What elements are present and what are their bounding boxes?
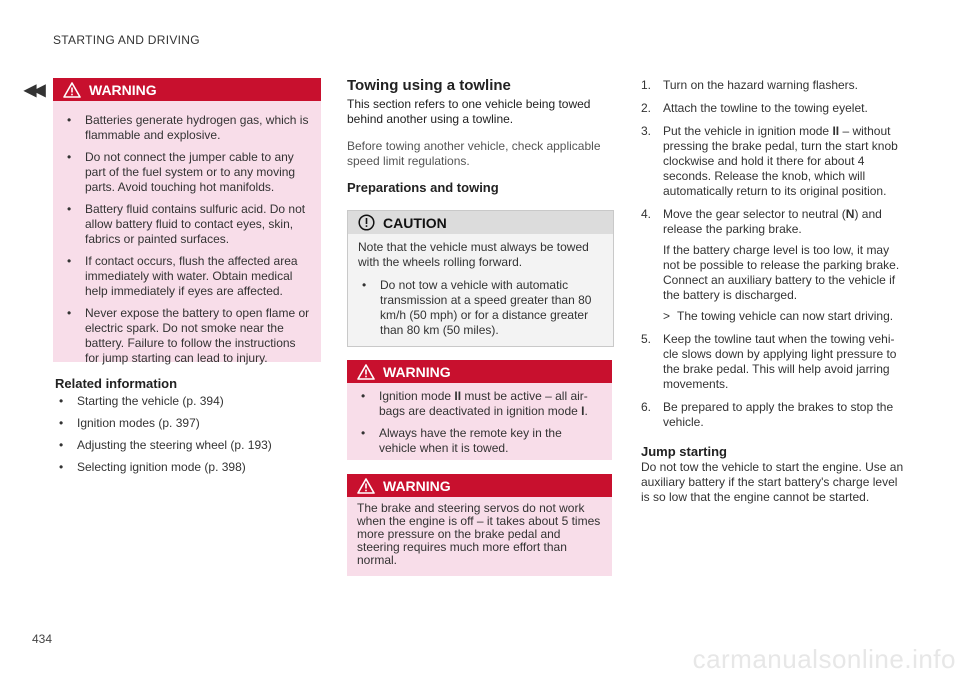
warning-title: WARNING (383, 477, 451, 494)
towing-intro: This section refers to one vehicle being towed behind another using a towline. (347, 97, 591, 126)
towing-steps (641, 78, 907, 438)
section-header: STARTING AND DRIVING (53, 33, 200, 47)
related-link[interactable]: • Selecting ignition mode (p. 398) (55, 460, 320, 475)
warning-triangle-icon (357, 478, 375, 494)
warning-header (347, 360, 612, 383)
back-arrows-icon[interactable]: ◀◀ (24, 82, 43, 99)
caution-list (348, 278, 613, 338)
jump-starting-heading: Jump starting (641, 444, 727, 459)
caution-text: Note that the vehicle must always be towed with the wheels rolling forward. (358, 240, 589, 269)
step-result: > The towing vehicle can now start driving. (663, 309, 894, 323)
servo-warning-box (347, 474, 612, 576)
warning-header (347, 474, 612, 497)
list-item: • Do not connect the jumper cable to any part of the fuel system or to any moving parts. Avoid touching hot manifolds. (63, 150, 311, 195)
step-item: 1. Turn on the hazard warning flashers. (641, 78, 858, 92)
ignition-warning-box (347, 360, 612, 460)
warning-triangle-icon (63, 82, 81, 98)
page-number: 434 (32, 632, 53, 646)
step-note: If the battery charge level is too low, it may not be possible to release the parking brake. Connect an auxiliary battery to the vehicle if the battery is discharged. (663, 243, 900, 302)
related-link[interactable]: • Adjusting the steering wheel (p. 193) (55, 438, 320, 453)
list-item: • Never expose the battery to open flame or electric spark. Do not smoke near the battery. Failure to follow the instructions for jump starting can lead to injury. (63, 306, 311, 366)
speed-limit-note: Before towing another vehicle, check applicable speed limit regulations. (347, 139, 601, 168)
list-item: • Batteries generate hydrogen gas, which is flammable and explosive. (63, 113, 311, 143)
step-item: 5. Keep the towline taut when the towing vehi-cle slows down by applying light pressure to the brake pedal. This will help avoid jarring movements. (641, 332, 897, 391)
caution-title: CAUTION (383, 214, 447, 231)
step-item: 4. Move the gear selector to neutral (N) and release the parking brake. If the battery charge level is too low, it may not be possible to release the parking brake. Connect an auxiliary battery to the vehicle if the battery is discharged. > The towing vehicle can now start driving. (641, 207, 907, 324)
preparations-heading: Preparations and towing (347, 180, 499, 195)
warning-list (53, 101, 321, 366)
list-item: • Always have the remote key in the vehicle when it is towed. (357, 426, 602, 456)
warning-title: WARNING (89, 81, 157, 98)
warning-text: The brake and steering servos do not work when the engine is off – it takes about 5 times more pressure on the brake pedal and steering requires much more effort than normal. (357, 501, 601, 567)
watermark: carmanualsonline.info (692, 644, 956, 674)
caution-header (348, 211, 613, 234)
list-item: • If contact occurs, flush the affected area immediately with water. Obtain medical help immediately if eyes are affected. (63, 254, 311, 299)
step-item: 3. Put the vehicle in ignition mode II – without pressing the brake pedal, turn the start knob clockwise and hold it there for about 4 seconds. Release the knob, which will automatically return to its original position. (641, 124, 898, 198)
caution-circle-icon (358, 214, 375, 231)
list-item: • Do not tow a vehicle with automatic transmission at a speed greater than 80 km/h (50 mph) or for a distance greater than 80 km (50 miles). (358, 278, 603, 338)
warning-title: WARNING (383, 363, 451, 380)
step-item: 2. Attach the towline to the towing eyelet. (641, 101, 868, 115)
warning-header (53, 78, 321, 101)
towing-title: Towing using a towline (347, 77, 511, 94)
list-item: • Ignition mode II must be active – all air-bags are deactivated in ignition mode I. (357, 389, 602, 419)
battery-warning-box (53, 78, 321, 365)
related-links-list (55, 394, 320, 482)
related-info-heading: Related information (55, 376, 178, 391)
jump-starting-text: Do not tow the vehicle to start the engine. Use an auxiliary battery if the start battery's charge level is so low that the engine cannot be started. (641, 460, 904, 504)
warning-list (347, 383, 612, 456)
list-item: • Battery fluid contains sulfuric acid. Do not allow battery fluid to contact eyes, skin, fabrics or painted surfaces. (63, 202, 311, 247)
related-link[interactable]: • Ignition modes (p. 397) (55, 416, 320, 431)
step-item: 6. Be prepared to apply the brakes to stop the vehicle. (641, 400, 894, 429)
caution-box (347, 210, 614, 347)
warning-triangle-icon (357, 364, 375, 380)
related-link[interactable]: • Starting the vehicle (p. 394) (55, 394, 320, 409)
